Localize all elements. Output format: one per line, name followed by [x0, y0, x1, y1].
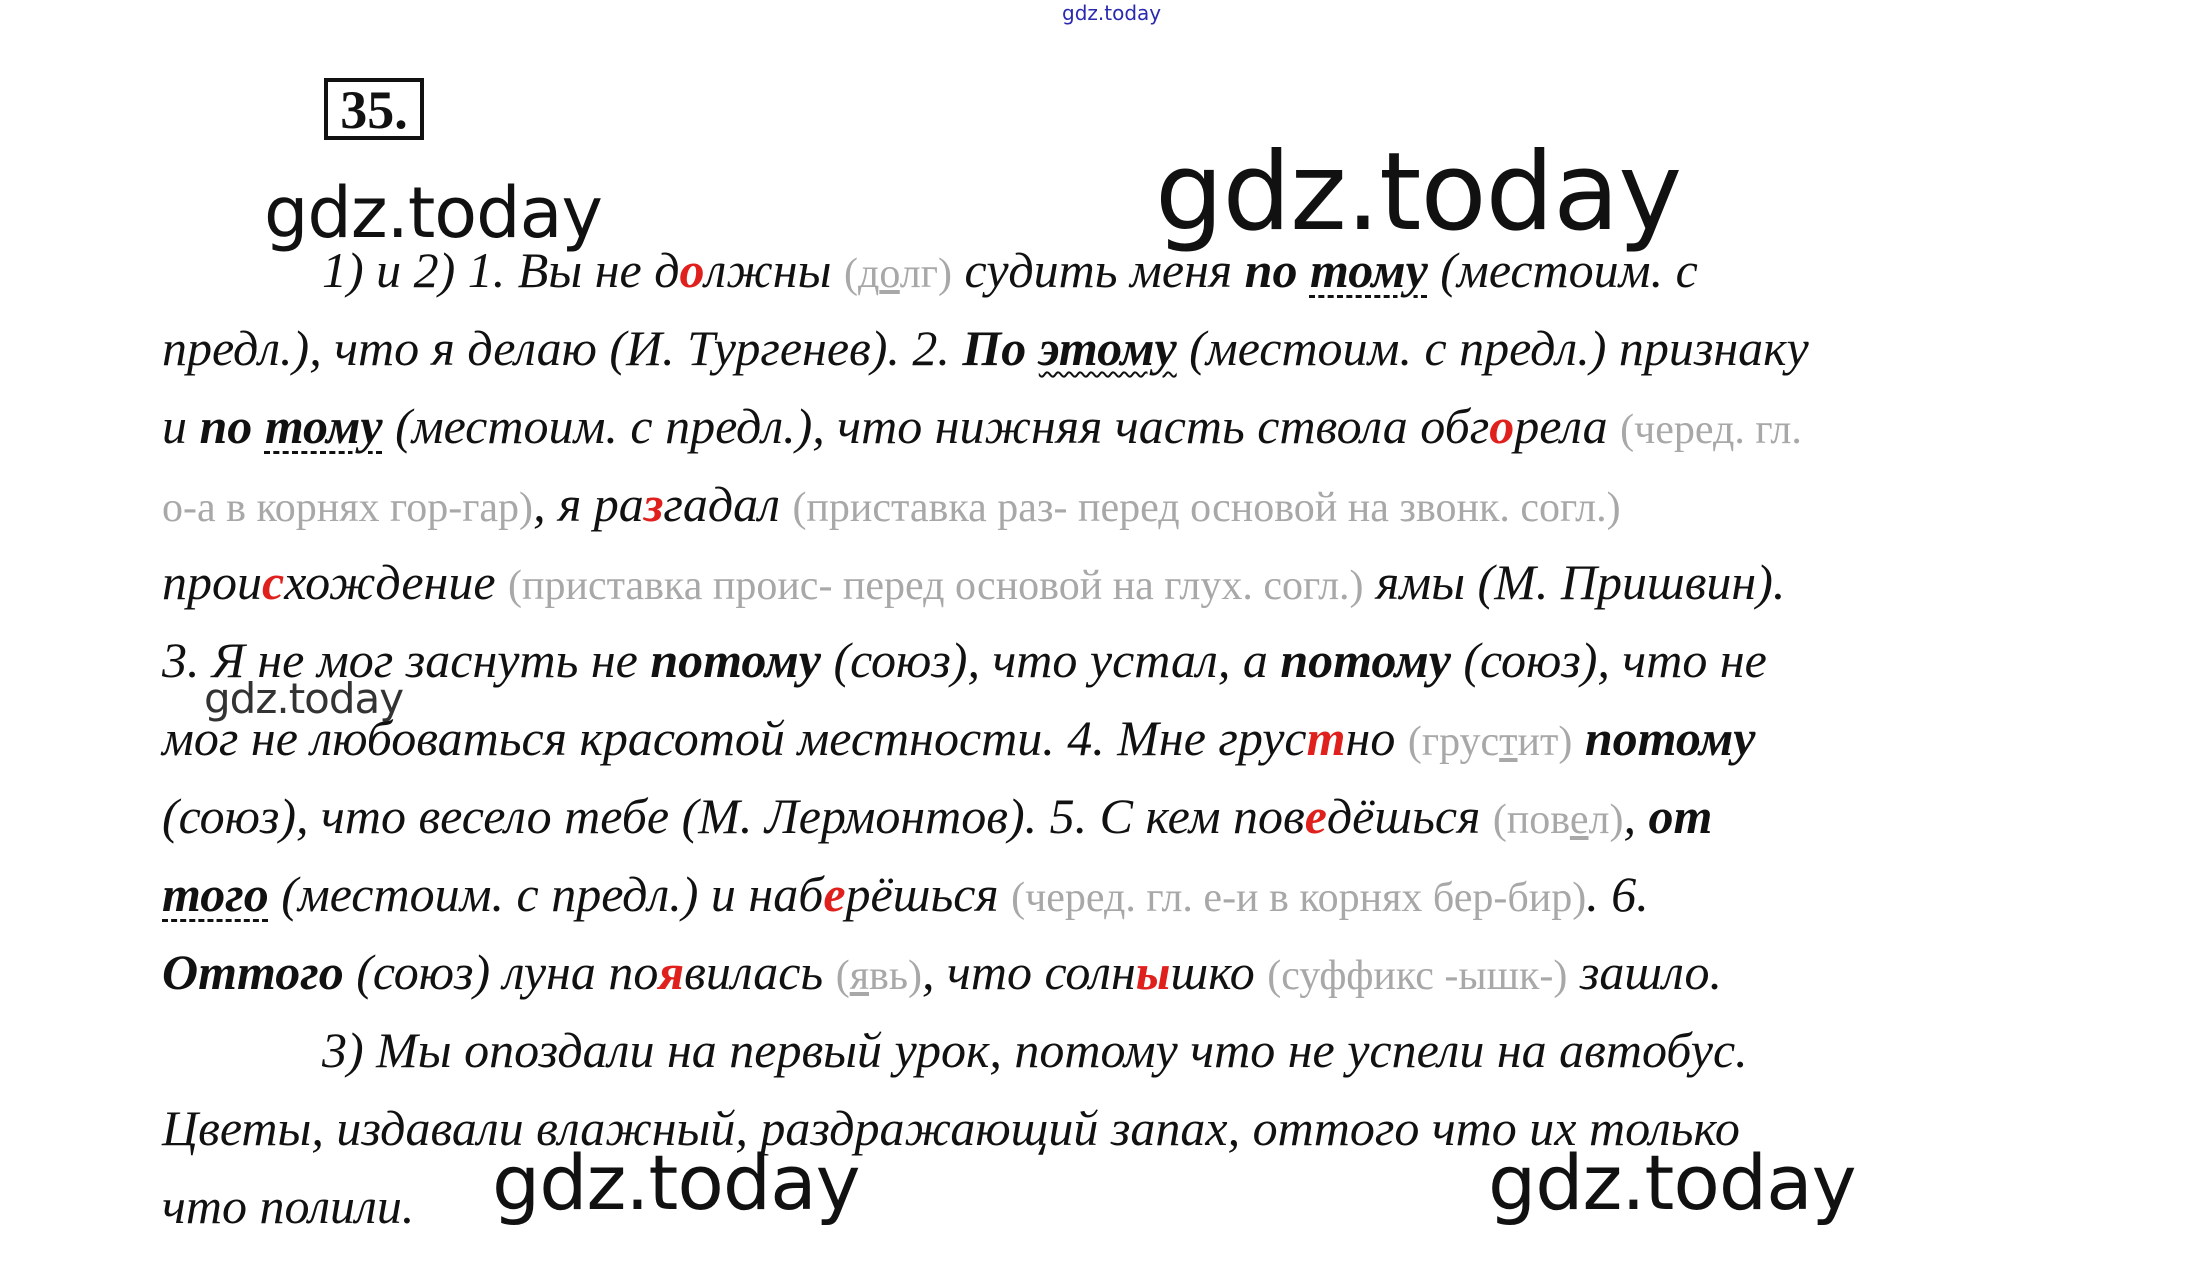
watermark-top: gdz.today [1062, 1, 1162, 25]
text-line-2: предл.), что я делаю (И. Тургенев). 2. По этому (местоим. с предл.) признаку [162, 320, 1809, 376]
watermark-5: gdz.today [1488, 1138, 1856, 1227]
text-line-12: Цветы, издавали влажный, раздражающий запах, оттого что их только [162, 1100, 1740, 1156]
text-line-8: (союз), что весело тебе (М. Лермонтов). 5. С кем поведёшься (повел), от [162, 788, 1713, 844]
text-line-3: и по тому (местоим. с предл.), что нижняя часть ствола обгорела (черед. гл. [162, 398, 1802, 454]
task-number: 35. [324, 78, 424, 140]
watermark-1: gdz.today [264, 172, 602, 254]
text-line-11: 3) Мы опоздали на первый урок, потому что не успели на автобус. [322, 1022, 1748, 1078]
text-line-7: мог не любоваться красотой местности. 4. Мне грустно (грустит) потому [162, 710, 1756, 766]
watermark-4: gdz.today [492, 1138, 860, 1227]
watermark-2: gdz.today [1155, 130, 1682, 255]
watermark-3: gdz.today [204, 674, 404, 723]
text-line-10: Оттого (союз) луна появилась (явь), что солнышко (суффикс -ышк-) зашло. [162, 944, 1723, 1000]
text-line-1: 1) и 2) 1. Вы не должны (долг) судить меня по тому (местоим. с [322, 242, 1698, 298]
text-line-6: 3. Я не мог заснуть не потому (союз), что устал, а потому (союз), что не [162, 632, 1767, 688]
text-line-4: о-а в корнях гор-гар), я разгадал (приставка раз- перед основой на звонк. согл.) [162, 476, 1621, 532]
text-line-13: что полили. [162, 1178, 415, 1234]
text-line-9: того (местоим. с предл.) и наберёшься (черед. гл. е-и в корнях бер-бир). 6. [162, 866, 1649, 922]
text-line-5: происхождение (приставка проис- перед основой на глух. согл.) ямы (М. Пришвин). [162, 554, 1786, 610]
